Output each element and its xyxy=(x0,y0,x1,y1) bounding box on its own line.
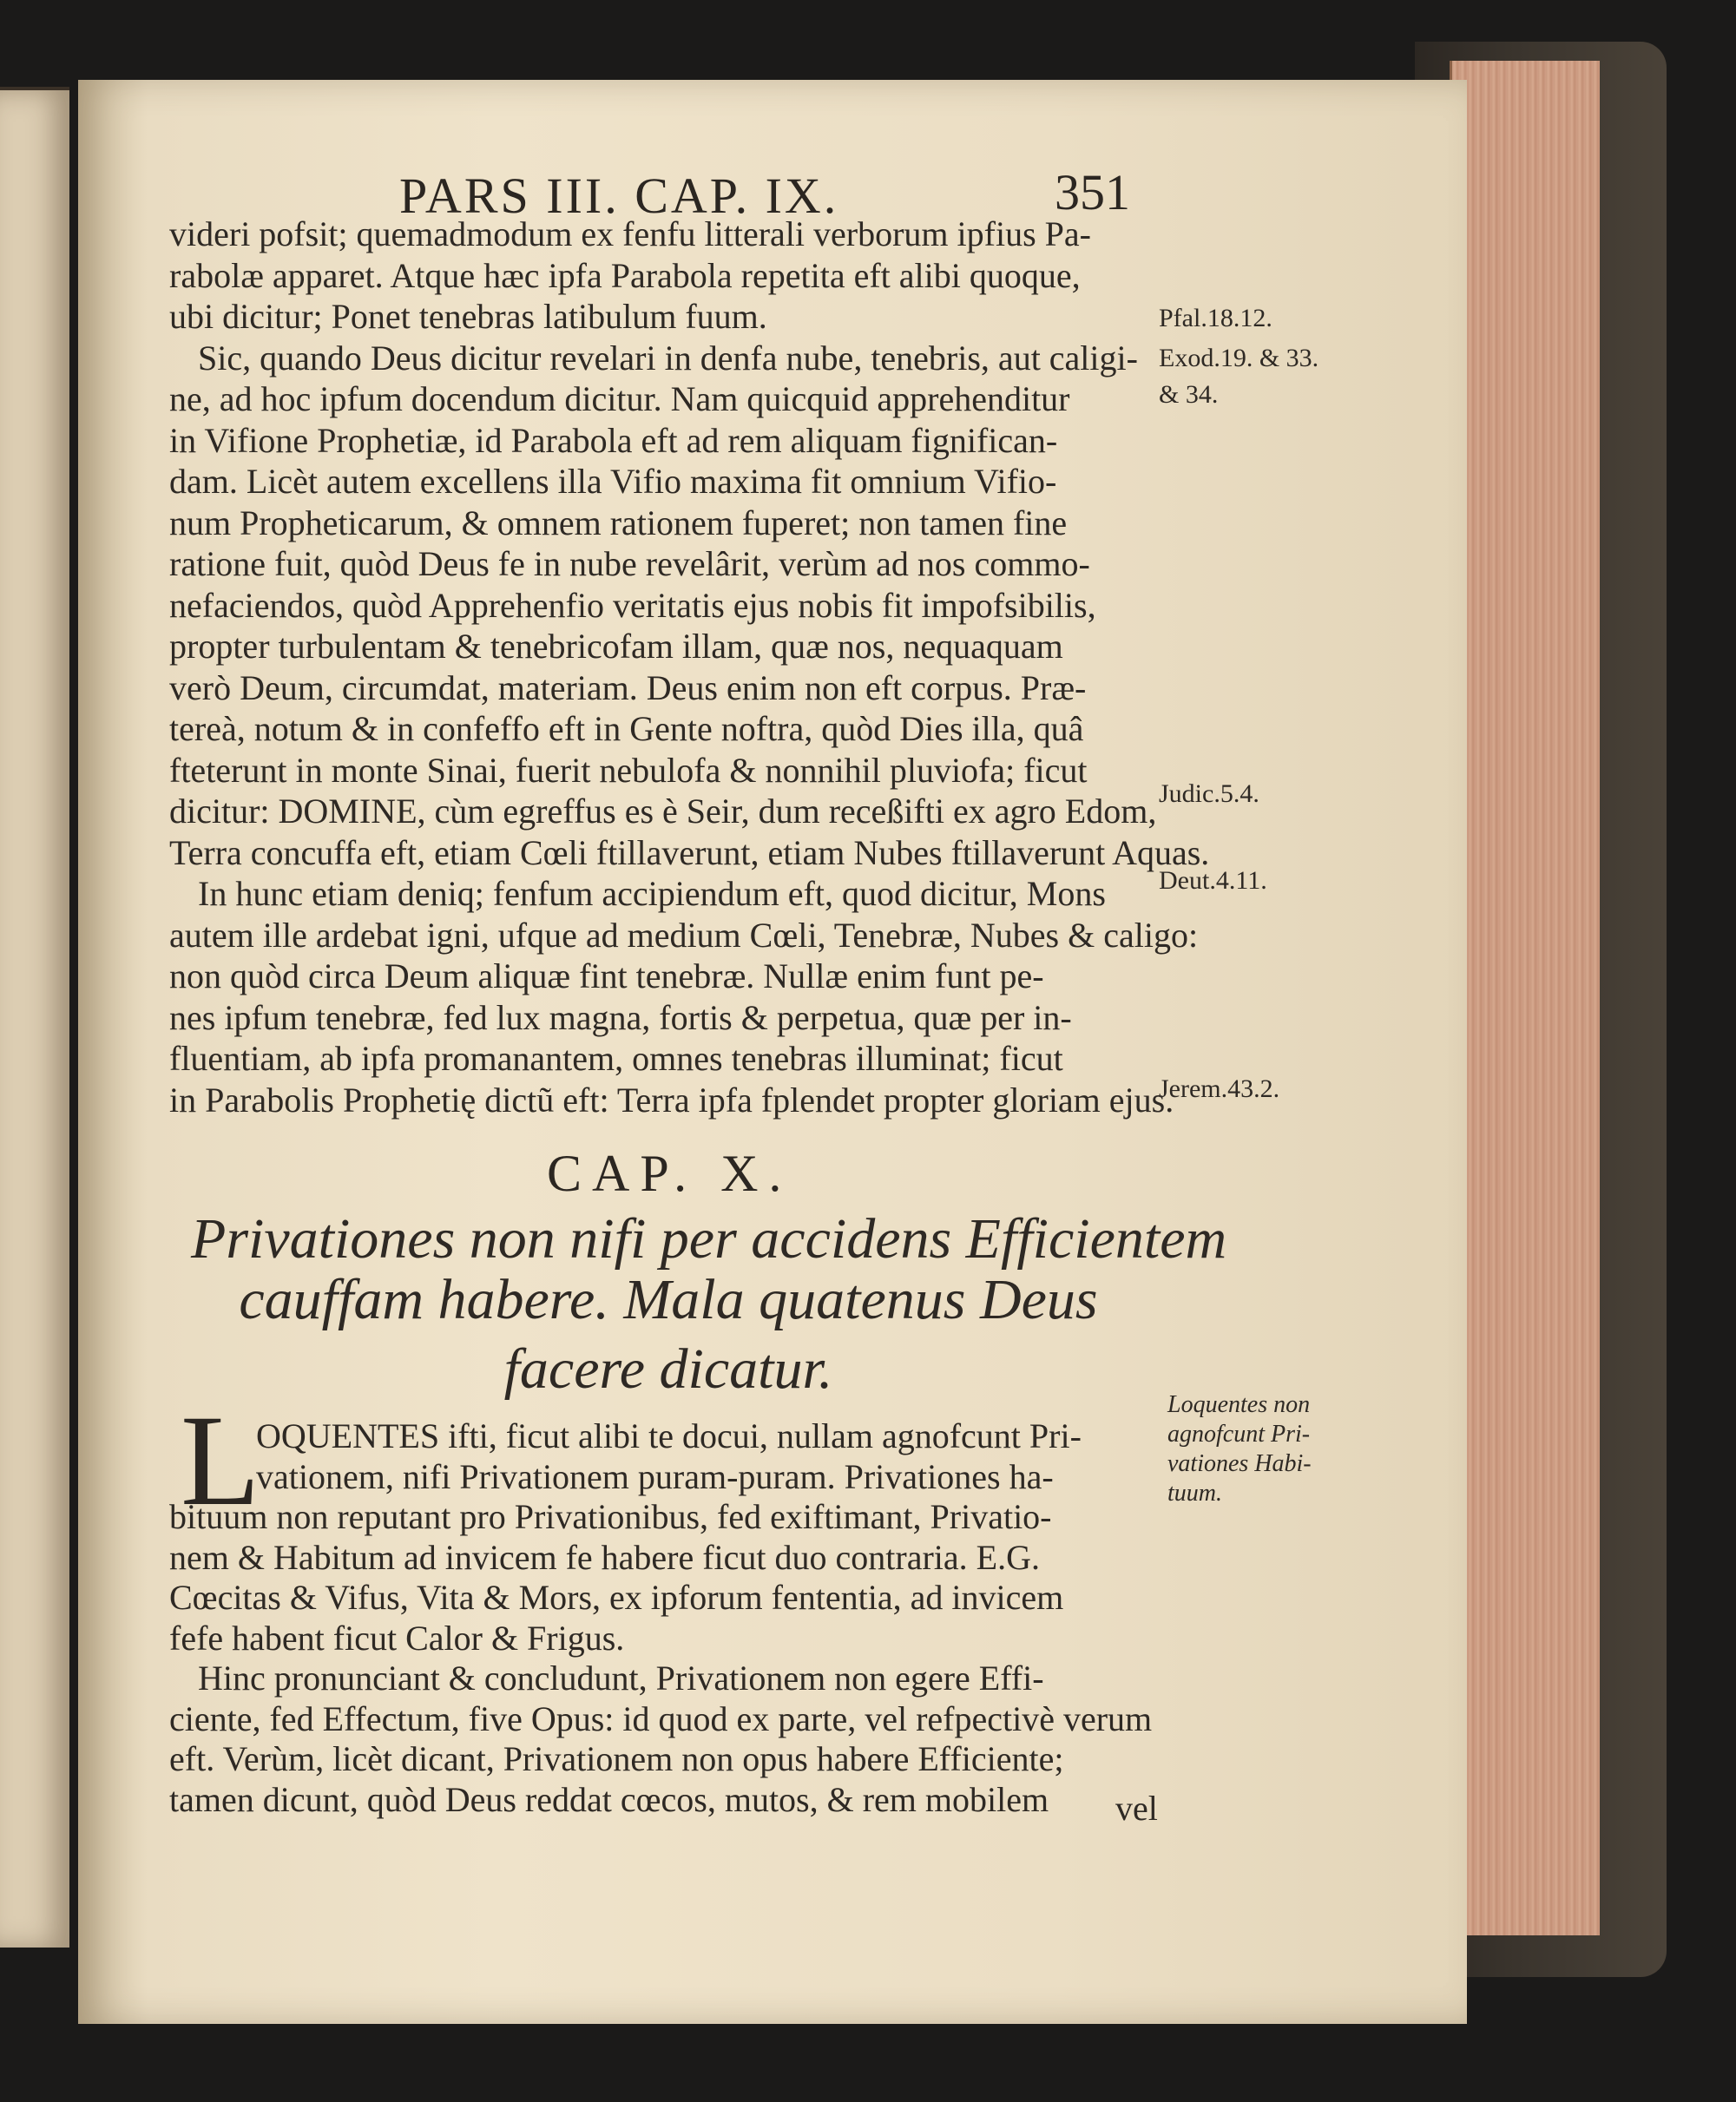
text-line: vationem, nifi Privationem puram-puram. Privationes ha- xyxy=(256,1456,1054,1496)
catchword: vel xyxy=(1115,1789,1158,1828)
margin-note-line: tuum. xyxy=(1167,1480,1222,1507)
text-line: tamen dicunt, quòd Deus reddat cœcos, mutos, & rem mobilem xyxy=(169,1779,1049,1819)
text-line: eft. Verùm, licèt dicant, Privationem non opus habere Efficiente; xyxy=(169,1739,1064,1778)
text-line: ratione fuit, quòd Deus fe in nube revelârit, verùm ad nos commo- xyxy=(169,544,1090,583)
text-line: in Parabolis Prophetię dictũ eft: Terra ipfa fplendet propter gloriam ejus. xyxy=(169,1080,1174,1120)
text-line: In hunc etiam deniq; fenfum accipiendum eft, quod dicitur, Mons xyxy=(198,874,1106,913)
text-line: Terra concuffa eft, etiam Cœli ftillaverunt, etiam Nubes ftillaverunt Aquas. xyxy=(169,832,1210,872)
text-line: videri pofsit; quemadmodum ex fenfu litterali verborum ipfius Pa- xyxy=(169,214,1091,253)
margin-note: Pfal.18.12. xyxy=(1159,304,1272,332)
text-line: ciente, fed Effectum, five Opus: id quod ex parte, vel refpectivè verum xyxy=(169,1698,1153,1738)
margin-note-line: agnofcunt Pri- xyxy=(1167,1421,1311,1448)
chapter-heading: CAP. X. xyxy=(547,1145,792,1202)
margin-note: Judic.5.4. xyxy=(1159,779,1259,808)
text-line: nes ipfum tenebræ, fed lux magna, fortis & perpetua, quæ per in- xyxy=(169,997,1072,1037)
text-line: ne, ad hoc ipfum docendum dicitur. Nam quicquid apprehenditur xyxy=(169,379,1070,418)
text-line: Hinc pronunciant & concludunt, Privationem non egere Effi- xyxy=(198,1659,1044,1698)
text-line: tereà, notum & in confeffo eft in Gente noftra, quòd Dies illa, quâ xyxy=(169,709,1084,748)
page-number: 351 xyxy=(1055,164,1130,220)
margin-note: Exod.19. & 33. xyxy=(1159,344,1319,372)
page-block-edge xyxy=(1450,61,1600,1935)
text-line: fefe habent ficut Calor & Frigus. xyxy=(169,1618,625,1658)
text-line: in Vifione Prophetiæ, id Parabola eft ad rem aliquam fignifican- xyxy=(169,420,1058,460)
chapter-title-line: cauffam habere. Mala quatenus Deus xyxy=(239,1268,1098,1331)
text-line: dam. Licèt autem excellens illa Vifio maxima fit omnium Vifio- xyxy=(169,462,1057,501)
text-line: dicitur: DOMINE, cùm egreffus es è Seir, dum receßifti ex agro Edom, xyxy=(169,792,1157,831)
text-line: num Propheticarum, & omnem rationem fuperet; non tamen fine xyxy=(169,503,1068,542)
text-line: bituum non reputant pro Privationibus, fed exiftimant, Privatio- xyxy=(169,1497,1052,1536)
margin-note-line: vationes Habi- xyxy=(1167,1450,1312,1477)
text-line: rabolæ apparet. Atque hæc ipfa Parabola repetita eft alibi quoque, xyxy=(169,255,1081,295)
text-line: Cœcitas & Vifus, Vita & Mors, ex ipforum fententia, ad invicem xyxy=(169,1578,1064,1617)
text-line: nefaciendos, quòd Apprehenfio veritatis ejus nobis fit impofsibilis, xyxy=(169,585,1096,625)
text-line: OQUENTES ifti, ficut alibi te docui, nullam agnofcunt Pri- xyxy=(256,1416,1082,1455)
text-line: ubi dicitur; Ponet tenebras latibulum fuum. xyxy=(169,297,767,336)
running-head: PARS III. CAP. IX. xyxy=(399,168,839,224)
text-line: nem & Habitum ad invicem fe habere ficut duo contraria. E.G. xyxy=(169,1537,1040,1577)
text-line: Sic, quando Deus dicitur revelari in denfa nube, tenebris, aut caligi- xyxy=(198,338,1138,378)
text-line: fteterunt in monte Sinai, fuerit nebulofa & nonnihil pluviofa; ficut xyxy=(169,750,1088,790)
chapter-title-line: facere dicatur. xyxy=(503,1337,833,1401)
chapter-title-line: Privationes non nifi per accidens Efficientem xyxy=(191,1207,1227,1271)
text-line: autem ille ardebat igni, ufque ad medium Cœli, Tenebræ, Nubes & caligo: xyxy=(169,915,1199,955)
text-line: non quòd circa Deum aliquæ fint tenebræ. Nullæ enim funt pe- xyxy=(169,956,1044,995)
margin-note: Jerem.43.2. xyxy=(1159,1074,1280,1103)
margin-note: & 34. xyxy=(1159,380,1219,409)
text-line: verò Deum, circumdat, materiam. Deus enim non eft corpus. Præ- xyxy=(169,667,1087,707)
text-line: propter turbulentam & tenebricofam illam, quæ nos, nequaquam xyxy=(169,627,1063,666)
text-line: fluentiam, ab ipfa promanantem, omnes tenebras illuminat; ficut xyxy=(169,1039,1063,1078)
drop-initial: L xyxy=(181,1389,260,1533)
margin-note: Deut.4.11. xyxy=(1159,866,1267,895)
facing-page-edge xyxy=(0,87,69,1948)
margin-note-line: Loquentes non xyxy=(1167,1391,1311,1418)
